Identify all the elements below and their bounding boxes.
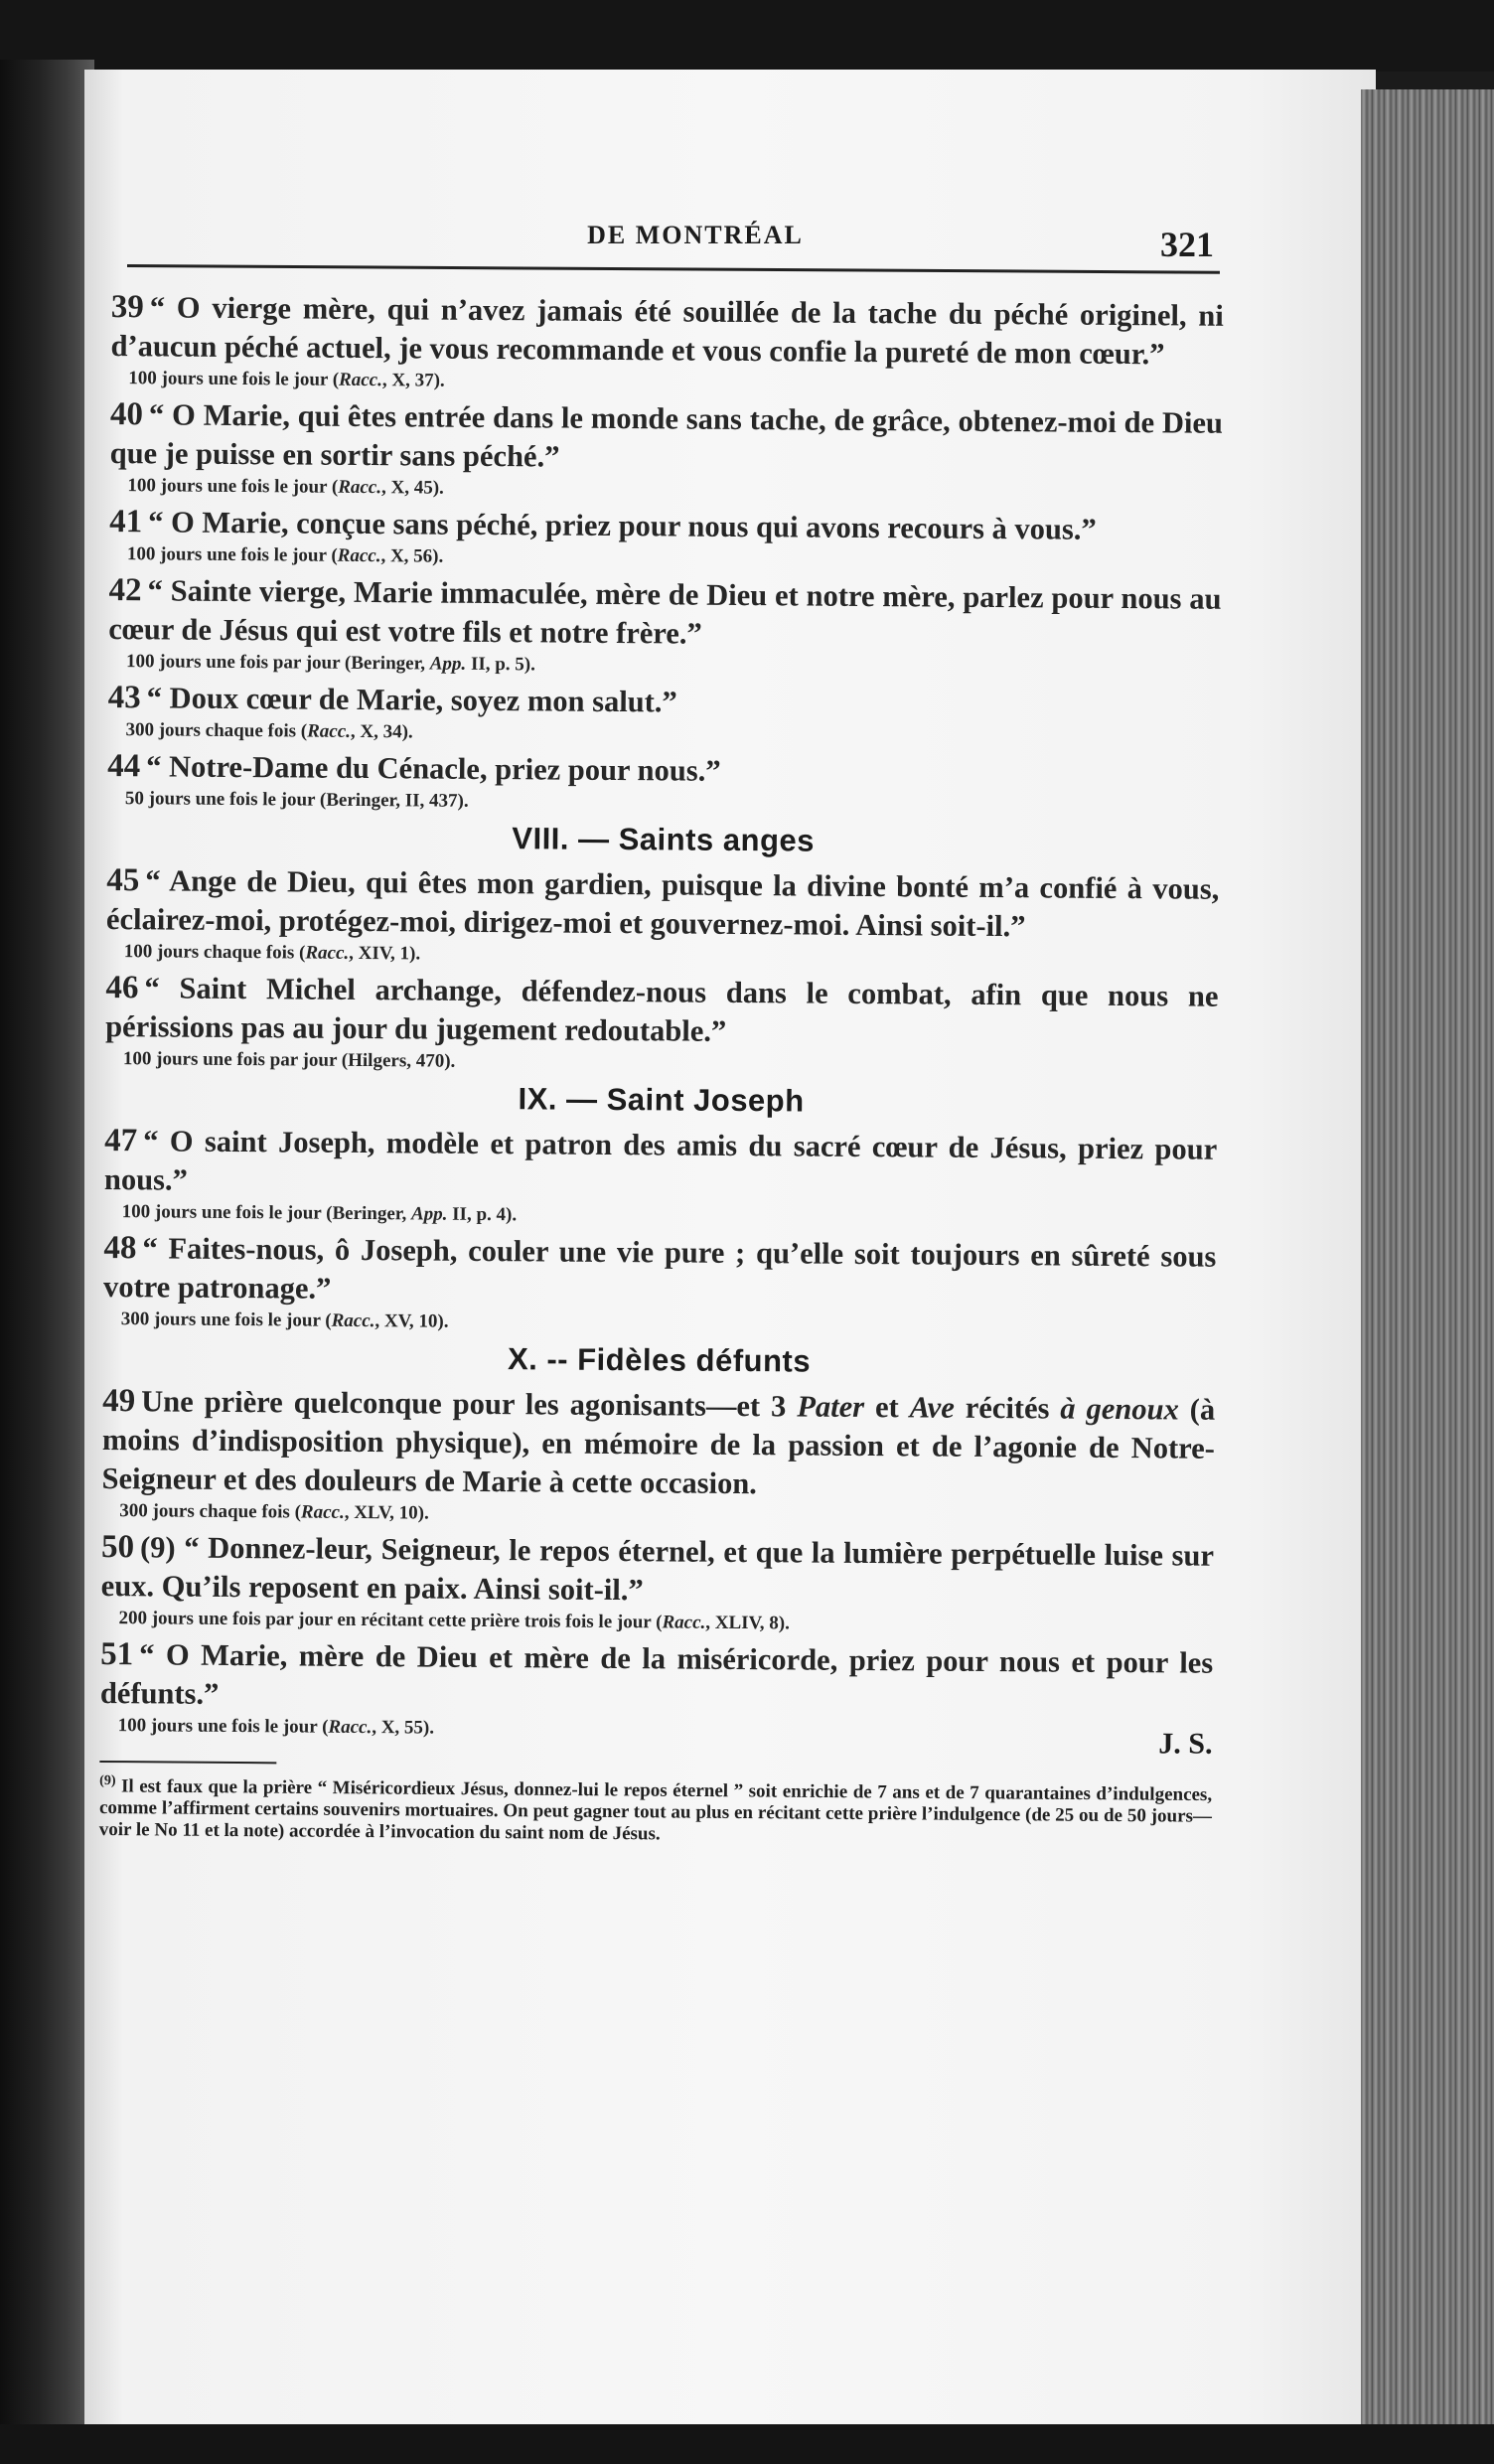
indulgence-note: 100 jours chaque fois (Racc., XIV, 1).: [123, 941, 421, 965]
prayer-number: 48: [103, 1229, 137, 1267]
prayer-text: “ Doux cœur de Marie, soyez mon salut.”: [146, 681, 677, 719]
prayer-number: 40: [109, 395, 144, 433]
prayer-number: 49: [102, 1382, 136, 1420]
prayer-43: [107, 679, 1220, 752]
prayer-text: “ Faites-nous, ô Joseph, couler une vie pure ; qu’elle soit toujours en sûreté sous votre patronage.”: [102, 1231, 1217, 1306]
prayer-44: [107, 747, 1220, 821]
section-heading-viii: VIII. — Saints anges: [512, 821, 816, 858]
prayer-number: 45: [106, 861, 140, 899]
prayer-text: “ O Marie, mère de Dieu et mère de la miséricorde, priez pour nous et pour les défunts.”: [99, 1637, 1214, 1711]
section-heading-ix: IX. — Saint Joseph: [518, 1081, 805, 1119]
prayer-number: 50: [100, 1528, 135, 1566]
prayer-text: “ O vierge mère, qui n’avez jamais été souillée de la tache du péché originel, ni d’aucun péché actuel, je vous recommande et vous confie la pureté de mon cœur.”: [110, 290, 1224, 372]
prayer-46: [105, 969, 1219, 1081]
prayer-42: [108, 571, 1222, 684]
indulgence-note: 50 jours une fois le jour (Beringer, II, 437).: [124, 788, 469, 812]
page-number: 321: [1160, 225, 1214, 264]
prayer-40: [109, 395, 1223, 508]
indulgence-note: 300 jours chaque fois (Racc., X, 34).: [125, 719, 413, 743]
prayer-text: “ O saint Joseph, modèle et patron des amis du sacré cœur de Jésus, priez pour nous.”: [103, 1124, 1218, 1197]
prayer-number: 44: [107, 747, 141, 785]
scan-top-border: [0, 0, 1494, 72]
prayer-text: “ Notre-Dame du Cénacle, priez pour nous.”: [146, 749, 721, 788]
footnote-text: Il est faux que la prière “ Miséricordieux Jésus, donnez-lui le repos éternel ” soit enrichie de 7 ans et de 7 quarantaines d’indulgences, comme l’affirment certains souvenirs mortuaires. On peut gagner tout au plus en récitant cette prière l’indulgence (de 25 ou de 50 jours—voir le No 11 et la note) accordée à l’invocation du saint nom de Jésus.: [98, 1775, 1213, 1845]
prayer-number: 42: [108, 571, 142, 609]
prayer-text: “ Sainte vierge, Marie immaculée, mère de Dieu et notre mère, parlez pour nous au cœur de Jésus qui est votre fils et notre frère.”: [108, 573, 1222, 651]
indulgence-note: 300 jours chaque fois (Racc., XLV, 10).: [119, 1500, 429, 1524]
running-head: DE MONTRÉAL: [587, 221, 804, 249]
prayer-41: [109, 503, 1222, 576]
prayer-number: 43: [107, 679, 141, 716]
prayer-39: [110, 288, 1224, 400]
page-edges: [1361, 89, 1494, 2434]
indulgence-note: 100 jours une fois le jour (Racc., X, 45).: [127, 475, 444, 499]
prayer-number: 39: [110, 288, 144, 326]
prayer-number: 41: [109, 503, 143, 540]
indulgence-note: 300 jours une fois le jour (Racc., XV, 10).: [120, 1309, 449, 1332]
prayer-number: 51: [100, 1635, 134, 1673]
prayer-50: [100, 1528, 1214, 1640]
scan-bottom-border: [0, 2424, 1494, 2464]
footnote: [99, 1771, 1213, 1850]
prayer-49: 49 Une prière quelconque pour les agonisants—et 3 Pater et Ave récités à genoux (à moins d’indisposition physique), en mémoire de la passion et de l’agonie de Notre-Seigneur et des douleurs de Marie à cette occasion. 300 jours chaque fois (Racc., XLV, 10).: [101, 1382, 1215, 1533]
footnote-rule: [99, 1761, 276, 1764]
prayer-text: “ Ange de Dieu, qui êtes mon gardien, puisque la divine bonté m’a confié à vous, éclairez-moi, protégez-moi, dirigez-moi et gouvernez-moi. Ainsi soit-il.”: [105, 863, 1220, 944]
prayer-51: [99, 1635, 1214, 1761]
prayer-48: [103, 1229, 1217, 1341]
indulgence-note: 100 jours une fois par jour (Hilgers, 470).: [122, 1048, 456, 1072]
indulgence-note: 100 jours une fois par jour (Beringer, App. II, p. 5).: [125, 651, 536, 676]
footnote-mark: (9): [99, 1772, 116, 1789]
prayer-number: 47: [104, 1122, 138, 1159]
prayer-number: 46: [105, 969, 139, 1006]
section-heading-x: X. -- Fidèles défunts: [507, 1341, 812, 1379]
prayer-text: “ O Marie, conçue sans péché, priez pour nous qui avons recours à vous.”: [148, 505, 1097, 546]
indulgence-note: 100 jours une fois le jour (Racc., X, 56).: [126, 543, 444, 567]
prayer-45: [106, 861, 1220, 974]
indulgence-note: 100 jours une fois le jour (Racc., X, 55).: [117, 1715, 435, 1739]
prayer-text: “ Saint Michel archange, défendez-nous dans le combat, afin que nous ne périssions pas au jour du jugement redoutable.”: [105, 971, 1219, 1048]
prayer-text: “ O Marie, qui êtes entrée dans le monde sans tache, de grâce, obtenez-moi de Dieu que je puisse en sortir sans péché.”: [109, 397, 1224, 474]
indulgence-note: 100 jours une fois le jour (Beringer, App. II, p. 4).: [121, 1201, 518, 1226]
book-spine: [0, 60, 94, 2464]
prayer-text: (9) “ Donnez-leur, Seigneur, le repos éternel, et que la lumière perpétuelle luise sur eux. Qu’ils reposent en paix. Ainsi soit-il.”: [100, 1530, 1215, 1608]
indulgence-note: 100 jours une fois le jour (Racc., X, 37).: [128, 368, 445, 391]
signature: J. S.: [1158, 1727, 1213, 1761]
page-content: [99, 288, 1224, 1850]
indulgence-note: 200 jours une fois par jour en récitant cette prière trois fois le jour (Racc., XLIV, 8).: [118, 1608, 791, 1634]
prayer-47: [104, 1122, 1218, 1234]
